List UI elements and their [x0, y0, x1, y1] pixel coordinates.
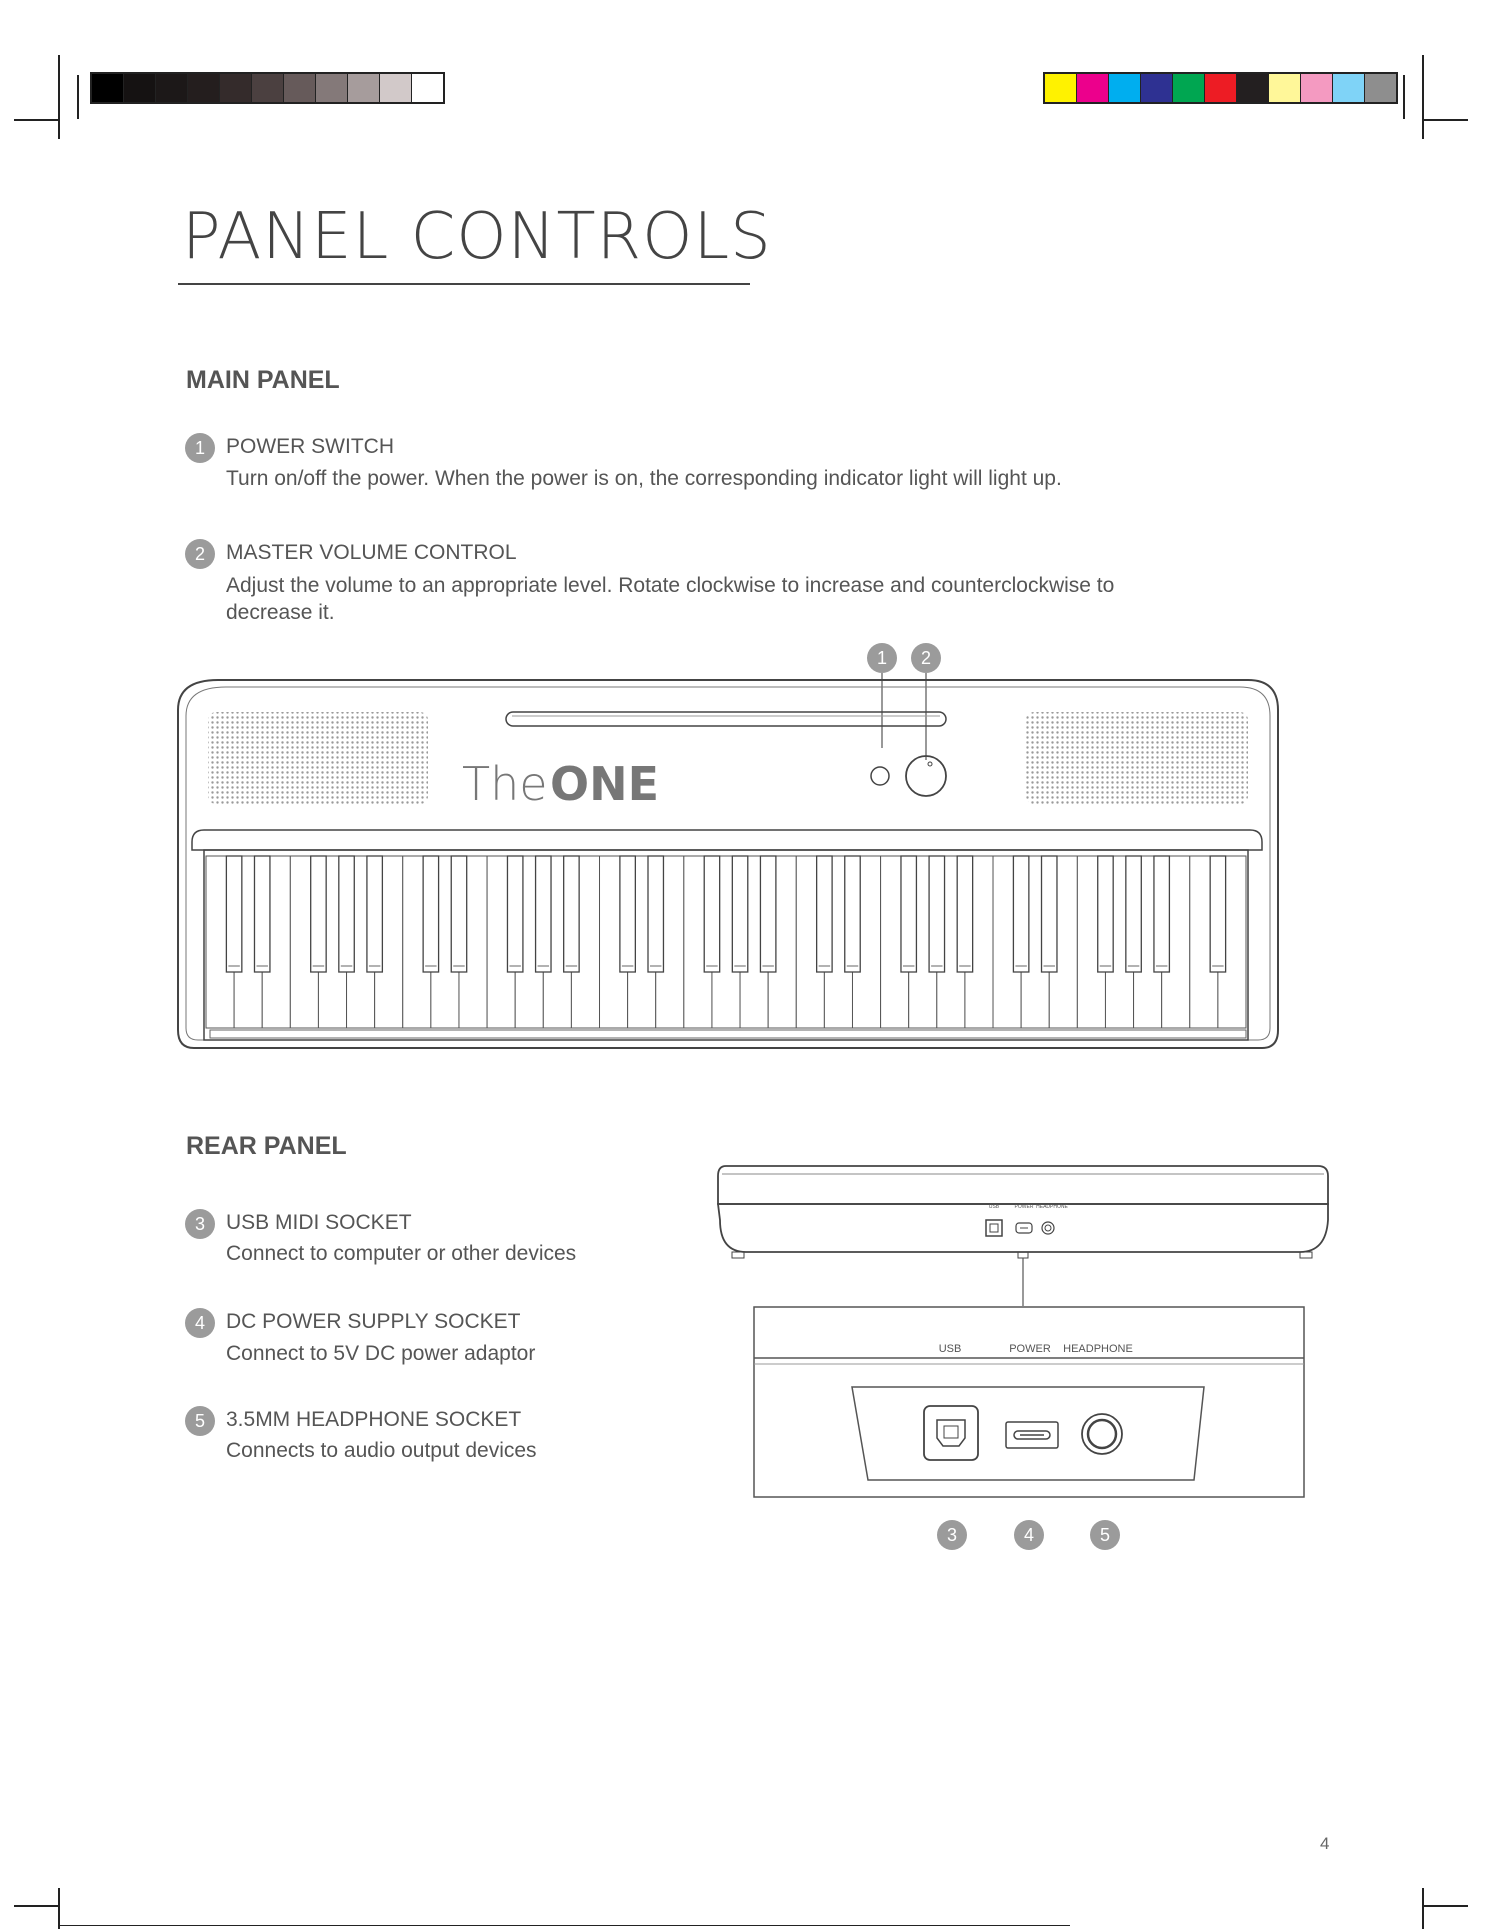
port-label-usb: USB: [938, 1343, 962, 1355]
rear-label-usb-small: USB: [988, 1204, 1000, 1210]
usb-midi-desc: Connect to computer or other devices: [226, 1242, 577, 1265]
page-number: 4: [1320, 1834, 1330, 1853]
music-stand-slot: [506, 712, 946, 726]
black-key: [648, 856, 663, 972]
main-callout-1: 1: [867, 643, 897, 673]
logo-one: ONE: [550, 757, 660, 811]
black-key: [817, 856, 832, 972]
usb-midi-title: USB MIDI SOCKET: [226, 1211, 412, 1234]
black-key: [1098, 856, 1113, 972]
power-switch-icon: [871, 767, 889, 785]
dc-power-desc: Connect to 5V DC power adaptor: [226, 1342, 536, 1365]
master-volume-desc-line1: Adjust the volume to an appropriate level. Rotate clockwise to increase and counterclockwise to: [226, 574, 1115, 597]
black-key: [564, 856, 579, 972]
rear-label-power-small: POWER: [1014, 1204, 1034, 1210]
master-volume-desc-line2: decrease it.: [226, 601, 335, 624]
black-key: [254, 856, 269, 972]
badge-3: 3: [185, 1209, 215, 1239]
rear-panel-heading: REAR PANEL: [186, 1132, 347, 1160]
black-key: [507, 856, 522, 972]
badge-4: 4: [185, 1308, 215, 1338]
rear-headphone-port-small: [1042, 1222, 1054, 1234]
headphone-socket-desc: Connects to audio output devices: [226, 1439, 537, 1462]
black-key: [704, 856, 719, 972]
badge-1: 1: [185, 433, 215, 463]
main-panel-heading: MAIN PANEL: [186, 366, 340, 394]
piano-keys: [206, 856, 1246, 1028]
rear-port-detail: [754, 1307, 1304, 1497]
rear-usb-port-small: [986, 1220, 1002, 1236]
black-key: [901, 856, 916, 972]
headphone-socket-title: 3.5MM HEADPHONE SOCKET: [226, 1408, 522, 1431]
port-label-power: POWER: [1009, 1343, 1051, 1355]
rear-keyboard-illustration: [718, 1166, 1328, 1306]
page-title: PANEL CONTROLS: [182, 200, 772, 274]
dc-power-title: DC POWER SUPPLY SOCKET: [226, 1310, 521, 1333]
power-switch-title: POWER SWITCH: [226, 435, 394, 458]
black-key: [1210, 856, 1225, 972]
black-key: [732, 856, 747, 972]
rear-callout-4: 4: [1014, 1520, 1044, 1550]
black-key: [367, 856, 382, 972]
right-speaker-grille: [1026, 712, 1248, 804]
rear-callout-5: 5: [1090, 1520, 1120, 1550]
black-key: [423, 856, 438, 972]
left-speaker-grille: [208, 712, 428, 804]
main-callout-2: 2: [911, 643, 941, 673]
black-key: [760, 856, 775, 972]
badge-2: 2: [185, 539, 215, 569]
black-key: [845, 856, 860, 972]
black-key: [957, 856, 972, 972]
badge-5: 5: [185, 1406, 215, 1436]
master-volume-title: MASTER VOLUME CONTROL: [226, 541, 517, 564]
keyboard-body: [178, 680, 1278, 1048]
black-key: [1013, 856, 1028, 972]
black-key: [226, 856, 241, 972]
black-key: [1154, 856, 1169, 972]
black-key: [339, 856, 354, 972]
black-key: [311, 856, 326, 972]
black-key: [620, 856, 635, 972]
black-key: [1042, 856, 1057, 972]
rear-callout-3: 3: [937, 1520, 967, 1550]
volume-knob-icon: [906, 756, 946, 796]
black-key: [451, 856, 466, 972]
black-key: [929, 856, 944, 972]
power-switch-desc: Turn on/off the power. When the power is on, the corresponding indicator light will light up.: [226, 467, 1062, 490]
port-label-headphone: HEADPHONE: [1063, 1343, 1133, 1355]
black-key: [1126, 856, 1141, 972]
black-key: [536, 856, 551, 972]
usb-b-port-icon: [924, 1406, 978, 1460]
rear-label-headphone-small: HEADPHONE: [1036, 1204, 1068, 1210]
logo-the: The: [462, 757, 548, 811]
